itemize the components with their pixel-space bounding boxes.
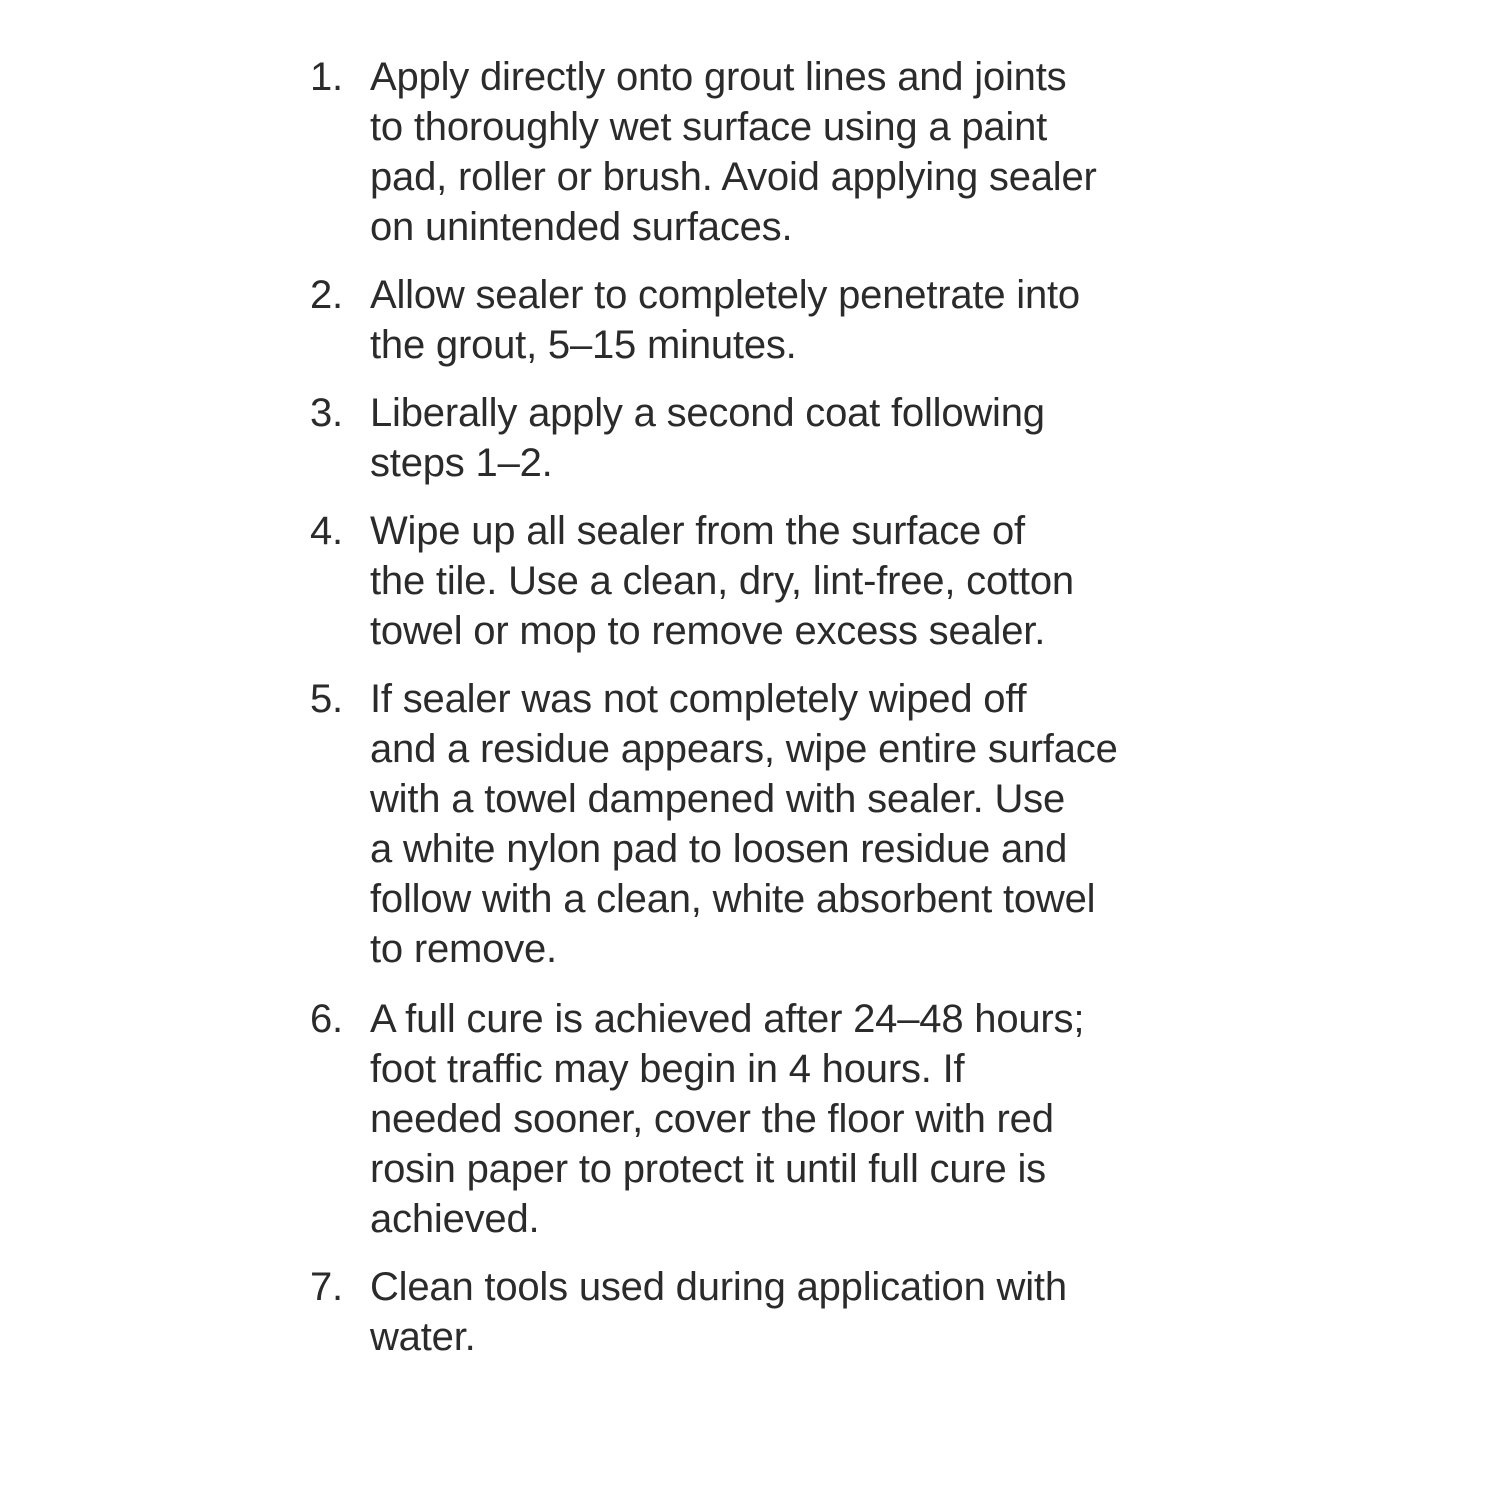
instruction-step-6 bbox=[310, 994, 1210, 1244]
instruction-step-4 bbox=[310, 506, 1210, 656]
instruction-step-2 bbox=[310, 270, 1210, 370]
step-text: Clean tools used during application with water. bbox=[370, 1265, 1067, 1359]
step-number: 7. bbox=[310, 1265, 343, 1309]
step-text: A full cure is achieved after 24–48 hours; foot traffic may begin in 4 hours. If needed sooner, cover the floor with red rosin paper to protect it until full cure is achieved. bbox=[370, 997, 1085, 1241]
instruction-step-1 bbox=[310, 52, 1210, 252]
instruction-list bbox=[310, 52, 1210, 1362]
step-text: Wipe up all sealer from the surface of the tile. Use a clean, dry, lint-free, cotton towel or mop to remove excess sealer. bbox=[370, 509, 1074, 653]
step-number: 3. bbox=[310, 391, 343, 435]
step-number: 2. bbox=[310, 273, 343, 317]
step-text: Apply directly onto grout lines and joints to thoroughly wet surface using a paint pad, roller or brush. Avoid applying sealer on unintended surfaces. bbox=[370, 55, 1097, 249]
step-text: Allow sealer to completely penetrate into the grout, 5–15 minutes. bbox=[370, 273, 1080, 367]
step-number: 5. bbox=[310, 677, 343, 721]
instruction-step-5 bbox=[310, 674, 1210, 974]
step-text: If sealer was not completely wiped off and a residue appears, wipe entire surface with a towel dampened with sealer. Use a white nylon pad to loosen residue and follow with a clean, white absorbent towel to remove. bbox=[370, 677, 1118, 971]
step-number: 4. bbox=[310, 509, 343, 553]
step-text: Liberally apply a second coat following steps 1–2. bbox=[370, 391, 1045, 485]
instruction-step-3 bbox=[310, 388, 1210, 488]
instruction-step-7 bbox=[310, 1262, 1210, 1362]
step-number: 1. bbox=[310, 55, 343, 99]
step-number: 6. bbox=[310, 997, 343, 1041]
